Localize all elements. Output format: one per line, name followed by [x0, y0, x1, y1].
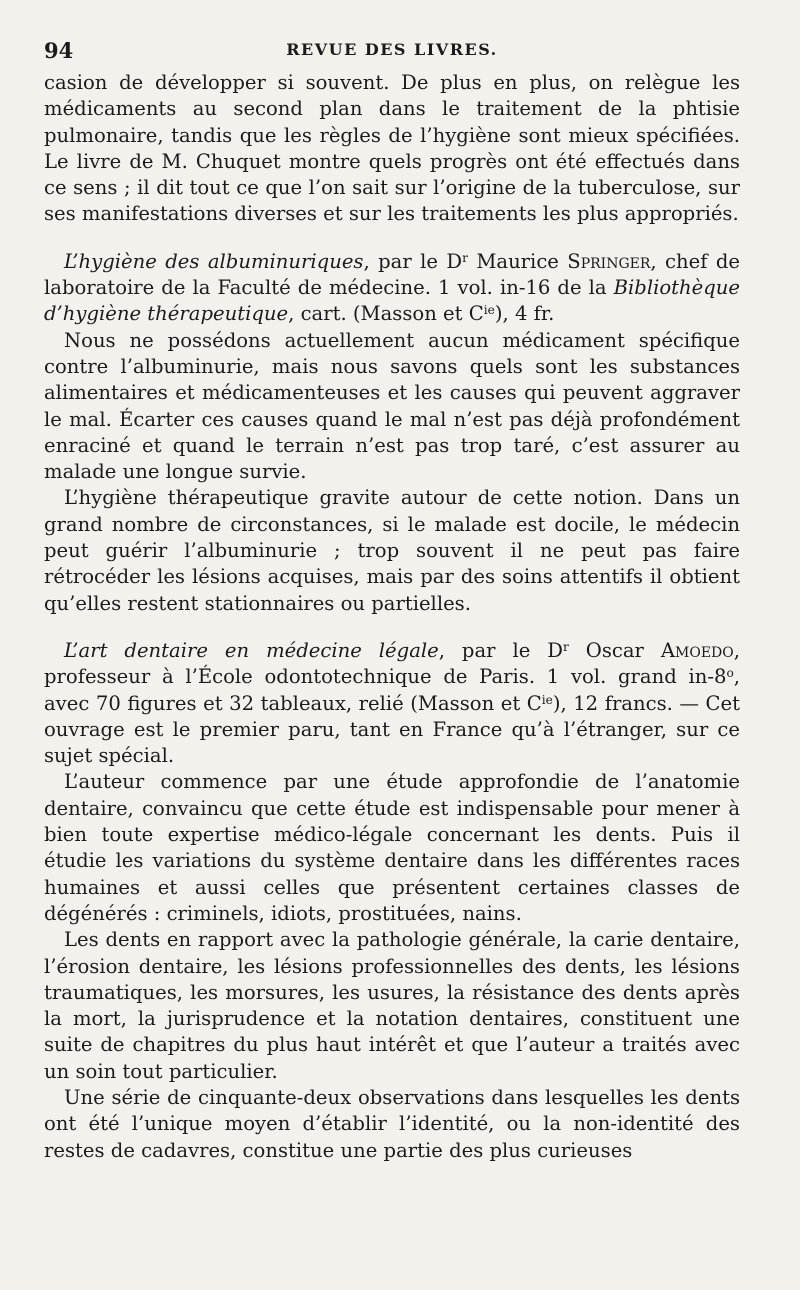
book-publisher: , avec 70 figures et 32 tableaux, relié (Masson et C: [44, 665, 740, 715]
book-title: L’hygiène des albuminuriques: [64, 249, 364, 273]
review-paragraph: Nous ne possédons actuellement aucun médicament spécifique contre l’albuminurie, mais nous savons quels sont les substances alimentaires et médicamenteuses et les causes qui peuvent aggraver le mal. Écarter ces causes quand le mal n’est pas déjà profondément enraciné et quand le terrain n’est pas trop taré, c’est assurer au malade une longue survie.: [44, 328, 740, 484]
review-paragraph: Une série de cinquante-deux observations dans lesquelles les dents ont été l’unique moyen d’établir l’identité, ou la non-identité des restes de cadavres, constitue une partie des plus curieuses: [44, 1085, 740, 1162]
dr-superscript: r: [563, 639, 569, 654]
company-superscript: ie: [483, 303, 495, 318]
book-price: ), 4 fr.: [494, 302, 555, 326]
dr-superscript: r: [462, 250, 468, 265]
byline: , par le D: [363, 249, 463, 273]
author-last-name: Springer: [567, 249, 651, 273]
book-publisher: , cart. (Masson et C: [288, 302, 484, 326]
book-collection: Bibliothèque d’hygiène thérapeutique: [44, 276, 740, 326]
review-heading-springer: [44, 249, 740, 328]
review-paragraph: Les dents en rapport avec la pathologie générale, la carie dentaire, l’érosion dentaire, les lésions professionnelles des dents, les lésions traumatiques, les morsures, les usures, la résistance des dents après la mort, la jurisprudence et la notation dentaires, constituent une suite de chapitres du plus haut intérêt et que l’auteur a traités avec un soin tout particulier.: [44, 928, 740, 1083]
review-paragraph: L’auteur commence par une étude approfondie de l’anatomie dentaire, convaincu que cette étude est indispensable pour mener à bien toute expertise médico-légale concernant les dents. Puis il étudie les variations du système dentaire dans les différentes races humaines et aussi celles que présentent certaines classes de dégénérés : criminels, idiots, prostituées, nains.: [44, 770, 740, 925]
body-text: [44, 70, 740, 1164]
company-superscript: ie: [541, 692, 553, 707]
page-number: 94: [44, 38, 74, 63]
review-paragraph: L’hygiène thérapeutique gravite autour de cette notion. Dans un grand nombre de circonstances, si le malade est docile, le médecin peut guérir l’albuminurie ; trop souvent il ne peut pas faire rétrocéder les lésions acquises, mais par des soins attentifs il obtient qu’elles restent stationnaires ou partielles.: [44, 486, 740, 615]
running-title: REVUE DES LIVRES.: [286, 40, 498, 59]
book-title: L’art dentaire en médecine légale: [64, 638, 439, 662]
book-details: , professeur à l’École odontotechnique de Paris. 1 vol. grand in-8: [44, 638, 740, 689]
book-details: , chef de laboratoire de la Faculté de médecine. 1 vol. in-16 de la: [44, 249, 741, 300]
continued-paragraph: casion de développer si souvent. De plus en plus, on relègue les médicaments au second plan dans le traitement de la phtisie pulmonaire, tandis que les règles de l’hygiène sont mieux spécifiées. Le livre de M. Chuquet montre quels progrès ont été effectués dans ce sens ; il dit tout ce que l’on sait sur l’origine de la tuberculose, sur ses manifestations diverses et sur les traitements les plus appropriés.: [44, 71, 740, 226]
author-last-name: Amoedo: [660, 638, 734, 662]
degree-superscript: o: [726, 666, 734, 681]
byline: , par le D: [438, 638, 563, 662]
review-heading-amoedo: [44, 638, 740, 769]
running-head: [44, 30, 740, 70]
author-first-name: Oscar: [568, 638, 661, 662]
author-first-name: Maurice: [467, 249, 568, 273]
book-price-and-note: ), 12 francs. — Cet ouvrage est le premier paru, tant en France qu’à l’étranger, sur ce sujet spécial.: [44, 691, 740, 768]
